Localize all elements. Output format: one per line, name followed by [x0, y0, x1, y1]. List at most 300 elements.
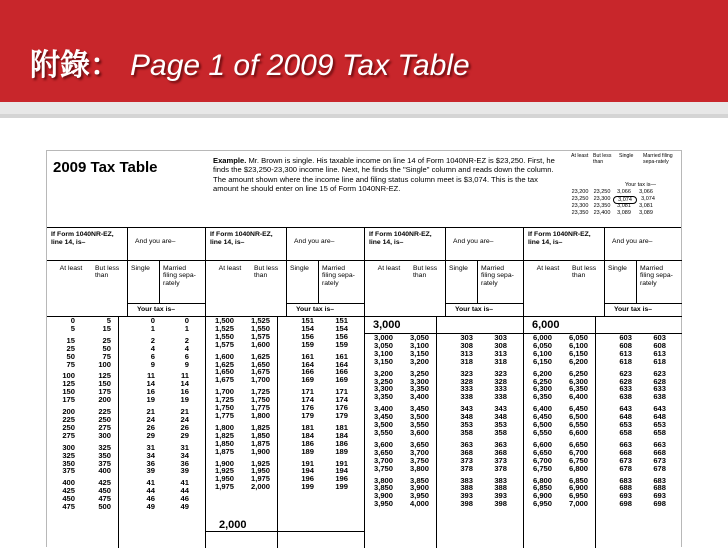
table-cell: 16: [146, 387, 155, 397]
table-cell: 3,900: [409, 483, 429, 493]
table-cell: 3,250: [409, 368, 429, 378]
example-cell: 23,400: [593, 210, 611, 216]
table-cell: 6,950: [568, 491, 588, 501]
table-cell: 3,750: [409, 455, 429, 465]
but-less-than-label: But less than: [413, 265, 438, 280]
example-row: [569, 189, 681, 195]
table-cell: 338: [460, 392, 473, 402]
table-row: [47, 503, 205, 511]
table-cell: 425: [98, 478, 111, 488]
table-cell: 24: [146, 414, 155, 424]
table-cell: 318: [460, 356, 473, 366]
table-cell: 1,850: [250, 430, 270, 440]
table-cell: 191: [335, 458, 348, 468]
example-cell: 3,089: [617, 210, 631, 216]
table-cell: 678: [619, 463, 632, 473]
table-row: [47, 325, 205, 333]
table-cell: 1,525: [214, 323, 234, 333]
table-cell: 6,150: [568, 348, 588, 358]
table-cell: 151: [335, 316, 348, 325]
table-cell: 303: [460, 333, 473, 342]
table-cell: 3,950: [409, 491, 429, 501]
table-cell: 196: [301, 474, 314, 484]
example-row: [569, 203, 681, 209]
table-cell: 673: [653, 455, 666, 465]
table-cell: 6,450: [568, 404, 588, 414]
example-cell: 3,066: [639, 189, 653, 195]
table-cell: 303: [494, 333, 507, 342]
table-cell: 225: [98, 407, 111, 417]
table-cell: 388: [460, 483, 473, 493]
table-cell: 161: [301, 351, 314, 361]
banner-stripe-shadow: [0, 114, 728, 118]
table-cell: 6,200: [532, 368, 552, 378]
table-row: [47, 396, 205, 404]
table-cell: 1,675: [214, 375, 234, 385]
table-cell: 378: [460, 463, 473, 473]
table-cell: 34: [180, 450, 189, 460]
table-row: [206, 483, 364, 491]
your-tax-is-label: Your tax is–: [614, 306, 653, 313]
at-least-label: At least: [59, 265, 83, 272]
table-cell: 1,800: [250, 410, 270, 420]
table-cell: 159: [335, 339, 348, 349]
subheader-rule: [636, 261, 637, 303]
table-cell: 100: [98, 359, 111, 369]
table-cell: 3,500: [373, 420, 393, 430]
table-cell: 348: [494, 412, 507, 422]
column-header-row: [206, 228, 364, 261]
table-cell: 1,900: [214, 458, 234, 468]
table-cell: 6,400: [532, 404, 552, 414]
table-cell: 3,000: [373, 333, 393, 342]
table-cell: 1,750: [250, 395, 270, 405]
table-cell: 3,400: [409, 392, 429, 402]
table-cell: 3,750: [373, 463, 393, 473]
table-cell: 308: [494, 340, 507, 350]
your-tax-is-label: Your tax is–: [455, 306, 494, 313]
table-row: [365, 393, 523, 401]
subheader-rule: [604, 261, 605, 316]
table-cell: 603: [653, 333, 666, 342]
table-cell: 1,625: [214, 359, 234, 369]
single-label: Single: [290, 265, 309, 272]
table-cell: 400: [62, 478, 75, 488]
table-cell: 475: [62, 502, 75, 512]
table-cell: 6,900: [532, 491, 552, 501]
table-cell: 200: [62, 407, 75, 417]
table-cell: 31: [146, 442, 155, 452]
table-cell: 3,050: [409, 333, 429, 342]
table-cell: 638: [653, 392, 666, 402]
table-cell: 308: [460, 340, 473, 350]
table-cell: 7,000: [568, 499, 588, 509]
table-cell: 358: [460, 427, 473, 437]
table-cell: 1,550: [214, 331, 234, 341]
example-mini-table: [563, 151, 681, 219]
but-less-than-label: But less than: [95, 265, 120, 280]
table-cell: 3,350: [373, 392, 393, 402]
column-header-row: [524, 228, 682, 261]
table-cell: 3,800: [409, 463, 429, 473]
table-cell: 6,950: [532, 499, 552, 509]
table-cell: 11: [180, 371, 189, 381]
table-cell: 46: [180, 494, 189, 504]
if-form-label: If Form 1040NR-EZ, line 14, is–: [369, 231, 432, 246]
table-cell: 653: [619, 420, 632, 430]
and-you-are-label: And you are–: [453, 238, 494, 245]
table-cell: 6,600: [568, 427, 588, 437]
table-cell: 3,100: [373, 348, 393, 358]
table-cell: 125: [98, 371, 111, 381]
table-cell: 154: [335, 323, 348, 333]
table-cell: 368: [494, 447, 507, 457]
table-cell: 663: [619, 439, 632, 449]
table-cell: 11: [146, 371, 155, 381]
table-cell: 1,500: [214, 316, 234, 325]
example-paragraph: [213, 156, 563, 194]
table-cell: 1,750: [214, 403, 234, 413]
table-cell: 1: [150, 323, 155, 333]
table-cell: 608: [653, 340, 666, 350]
example-your-tax-label: Your tax is—: [625, 182, 656, 188]
table-cell: 44: [180, 486, 189, 496]
table-cell: 353: [494, 420, 507, 430]
table-cell: 179: [301, 410, 314, 420]
table-cell: 643: [619, 404, 632, 414]
table-cell: 29: [146, 430, 155, 440]
table-cell: 6,400: [568, 392, 588, 402]
table-cell: 16: [180, 387, 189, 397]
table-row: [47, 467, 205, 475]
table-cell: 603: [619, 333, 632, 342]
table-cell: 1,825: [214, 430, 234, 440]
table-cell: 25: [102, 335, 111, 345]
table-cell: 1,775: [214, 410, 234, 420]
table-row: [524, 500, 682, 508]
table-cell: 608: [619, 340, 632, 350]
table-cell: 373: [494, 455, 507, 465]
table-cell: 1,775: [250, 403, 270, 413]
married-filing-separately-label: Married filing sepa-rately: [640, 265, 673, 287]
table-cell: 6,450: [532, 412, 552, 422]
table-cell: 6,700: [568, 447, 588, 457]
table-cell: 169: [335, 375, 348, 385]
table-cell: 450: [98, 486, 111, 496]
table-row: [206, 341, 364, 349]
table-cell: 154: [301, 323, 314, 333]
table-cell: 318: [494, 356, 507, 366]
table-cell: 658: [619, 427, 632, 437]
tax-rows: [365, 317, 523, 508]
subheader-rule: [127, 261, 128, 316]
table-cell: 425: [62, 486, 75, 496]
table-row: [365, 429, 523, 437]
table-cell: 3,500: [409, 412, 429, 422]
table-cell: 638: [619, 392, 632, 402]
table-cell: 373: [460, 455, 473, 465]
table-cell: 300: [62, 442, 75, 452]
example-cell: 23,250: [571, 196, 589, 202]
table-cell: 325: [98, 442, 111, 452]
subheader-rule: [127, 303, 205, 304]
at-least-label: At least: [377, 265, 401, 272]
table-cell: 1,725: [250, 387, 270, 397]
table-cell: 378: [494, 463, 507, 473]
table-cell: 39: [180, 466, 189, 476]
table-cell: 1,650: [250, 359, 270, 369]
column-header-row: [365, 228, 523, 261]
table-cell: 398: [494, 499, 507, 509]
table-cell: 21: [180, 407, 189, 417]
table-cell: 618: [653, 356, 666, 366]
table-cell: 3,400: [373, 404, 393, 414]
table-cell: 3,950: [373, 499, 393, 509]
table-cell: 174: [335, 395, 348, 405]
table-cell: 500: [98, 502, 111, 512]
amount-column-rule: [436, 317, 437, 548]
table-cell: 50: [66, 351, 75, 361]
column-header-row: [47, 228, 205, 261]
table-cell: 633: [653, 384, 666, 394]
table-cell: 3,450: [409, 404, 429, 414]
table-cell: 26: [180, 422, 189, 432]
table-cell: 3,900: [373, 491, 393, 501]
married-filing-separately-label: Married filing sepa-rately: [481, 265, 514, 287]
example-header-single: Single: [619, 153, 634, 159]
table-cell: 333: [494, 384, 507, 394]
example-header-married: Married filing sepa-rately: [643, 153, 673, 165]
table-cell: 6,500: [532, 420, 552, 430]
table-cell: 14: [180, 379, 189, 389]
table-cell: 400: [98, 466, 111, 476]
table-cell: 46: [146, 494, 155, 504]
table-cell: 688: [619, 483, 632, 493]
table-cell: 225: [62, 414, 75, 424]
table-cell: 3,200: [373, 368, 393, 378]
table-cell: 678: [653, 463, 666, 473]
table-cell: 19: [180, 395, 189, 405]
table-cell: 1,575: [250, 331, 270, 341]
column-subheader: [206, 261, 364, 317]
table-cell: 6,250: [568, 368, 588, 378]
table-cell: 3,700: [373, 455, 393, 465]
table-cell: 156: [335, 331, 348, 341]
table-cell: 189: [301, 446, 314, 456]
table-cell: 1,625: [250, 351, 270, 361]
table-cell: 1,950: [250, 466, 270, 476]
table-cell: 653: [653, 420, 666, 430]
table-cell: 19: [146, 395, 155, 405]
table-row: [365, 500, 523, 508]
table-cell: 6,300: [532, 384, 552, 394]
table-cell: 6,750: [532, 463, 552, 473]
table-cell: 100: [62, 371, 75, 381]
table-cell: 75: [102, 351, 111, 361]
table-cell: 189: [335, 446, 348, 456]
at-least-label: At least: [536, 265, 560, 272]
table-cell: 343: [460, 404, 473, 414]
table-cell: 683: [653, 475, 666, 485]
example-cell: 3,074: [613, 196, 637, 204]
table-cell: 693: [653, 491, 666, 501]
tax-column-3: [365, 228, 524, 548]
table-cell: 623: [653, 368, 666, 378]
table-row: [524, 465, 682, 473]
amount-column-rule: [595, 317, 596, 548]
table-cell: 0: [150, 316, 155, 325]
table-cell: 3,100: [409, 340, 429, 350]
amount-column-rule: [277, 317, 278, 548]
table-cell: 693: [619, 491, 632, 501]
table-cell: 343: [494, 404, 507, 414]
example-cell: 23,300: [571, 203, 589, 209]
table-cell: 39: [146, 466, 155, 476]
table-cell: 250: [62, 422, 75, 432]
table-cell: 3,650: [373, 447, 393, 457]
table-cell: 36: [146, 458, 155, 468]
subheader-rule: [159, 261, 160, 303]
table-cell: 383: [494, 475, 507, 485]
table-cell: 618: [619, 356, 632, 366]
table-row: [365, 358, 523, 366]
table-cell: 375: [98, 458, 111, 468]
table-row: [365, 465, 523, 473]
table-cell: 6,100: [568, 340, 588, 350]
table-cell: 1: [184, 323, 189, 333]
example-header-at-least: At least: [571, 153, 589, 159]
table-cell: 166: [335, 367, 348, 377]
table-cell: 325: [62, 450, 75, 460]
your-tax-is-label: Your tax is–: [137, 306, 176, 313]
table-row: [524, 429, 682, 437]
table-cell: 3,600: [373, 439, 393, 449]
table-cell: 1,875: [214, 446, 234, 456]
table-cell: 1,600: [214, 351, 234, 361]
table-cell: 1,975: [214, 482, 234, 492]
table-cell: 49: [146, 502, 155, 512]
table-cell: 1,875: [250, 438, 270, 448]
table-cell: 688: [653, 483, 666, 493]
table-cell: 628: [619, 376, 632, 386]
tax-rows: [524, 317, 682, 508]
tax-table-page: [46, 150, 682, 547]
table-cell: 1,550: [250, 323, 270, 333]
table-cell: 353: [460, 420, 473, 430]
table-cell: 6,850: [532, 483, 552, 493]
table-cell: 31: [180, 442, 189, 452]
table-cell: 648: [653, 412, 666, 422]
table-cell: 169: [301, 375, 314, 385]
table-cell: 151: [301, 316, 314, 325]
table-cell: 6,350: [532, 392, 552, 402]
example-cell: 23,350: [571, 210, 589, 216]
table-cell: 3,250: [373, 376, 393, 386]
table-cell: 6: [150, 351, 155, 361]
example-cell: 3,081: [639, 203, 653, 209]
table-cell: 3,200: [409, 356, 429, 366]
table-cell: 1,600: [250, 339, 270, 349]
table-cell: 323: [494, 368, 507, 378]
single-label: Single: [131, 265, 150, 272]
table-cell: 300: [98, 430, 111, 440]
header-rule: [604, 228, 605, 260]
married-filing-separately-label: Married filing sepa-rately: [322, 265, 355, 287]
at-least-label: At least: [218, 265, 242, 272]
table-cell: 44: [146, 486, 155, 496]
amount-column-rule: [118, 317, 119, 548]
slide-title: [30, 40, 470, 84]
table-cell: 3,050: [373, 340, 393, 350]
if-form-label: If Form 1040NR-EZ, line 14, is–: [51, 231, 114, 246]
table-cell: 3,300: [409, 376, 429, 386]
next-thousand-rule: [205, 531, 364, 532]
table-cell: 6,650: [568, 439, 588, 449]
table-cell: 450: [62, 494, 75, 504]
table-cell: 1,650: [214, 367, 234, 377]
example-cell: 23,350: [593, 203, 611, 209]
table-cell: 623: [619, 368, 632, 378]
single-label: Single: [608, 265, 627, 272]
table-cell: 3,600: [409, 427, 429, 437]
example-cell: 3,081: [617, 203, 631, 209]
table-cell: 6,250: [532, 376, 552, 386]
example-cell: 23,250: [593, 189, 611, 195]
table-cell: 171: [335, 387, 348, 397]
table-cell: 328: [460, 376, 473, 386]
table-cell: 164: [301, 359, 314, 369]
table-cell: 393: [460, 491, 473, 501]
table-cell: 194: [301, 466, 314, 476]
table-cell: 348: [460, 412, 473, 422]
your-tax-is-label: Your tax is–: [296, 306, 335, 313]
table-cell: 613: [653, 348, 666, 358]
table-cell: 313: [494, 348, 507, 358]
subheader-rule: [445, 261, 446, 316]
table-cell: 1,925: [214, 466, 234, 476]
table-cell: 14: [146, 379, 155, 389]
table-cell: 164: [335, 359, 348, 369]
table-cell: 2,000: [250, 482, 270, 492]
table-cell: 184: [301, 430, 314, 440]
table-cell: 1,950: [214, 474, 234, 484]
thousand-heading: 3,000: [365, 317, 523, 334]
table-cell: 5: [70, 323, 75, 333]
table-cell: 6,550: [532, 427, 552, 437]
table-cell: 363: [494, 439, 507, 449]
table-cell: 174: [301, 395, 314, 405]
table-cell: 3,850: [409, 475, 429, 485]
single-label: Single: [449, 265, 468, 272]
tax-rows: [47, 317, 205, 511]
table-cell: 333: [460, 384, 473, 394]
table-cell: 50: [102, 343, 111, 353]
table-cell: 175: [62, 395, 75, 405]
table-cell: 9: [150, 359, 155, 369]
table-cell: 6,650: [532, 447, 552, 457]
table-cell: 3,150: [373, 356, 393, 366]
banner-stripe: [0, 102, 728, 114]
table-cell: 398: [460, 499, 473, 509]
table-cell: 6,850: [568, 475, 588, 485]
table-cell: 2: [184, 335, 189, 345]
table-cell: 175: [98, 387, 111, 397]
table-cell: 5: [106, 316, 111, 325]
table-cell: 3,650: [409, 439, 429, 449]
table-cell: 1,725: [214, 395, 234, 405]
table-cell: 1,925: [250, 458, 270, 468]
table-cell: 176: [335, 403, 348, 413]
